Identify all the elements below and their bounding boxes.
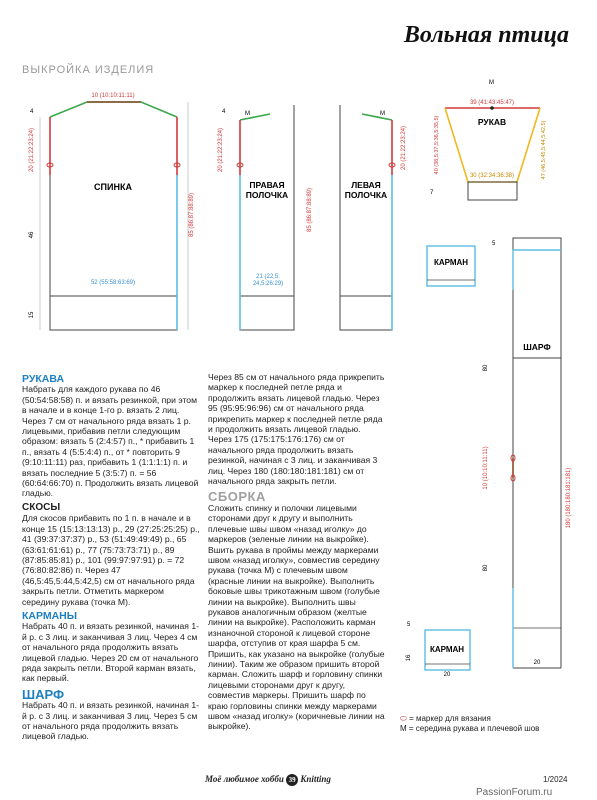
legend-m: М = середина рукава и плечевой шов <box>400 724 540 733</box>
back-shoulder: 4 <box>30 109 34 115</box>
sleeve-top-width: 39 (41:43:45:47) <box>469 100 515 106</box>
scarf-piece <box>492 238 561 358</box>
left-front-label-2: ПОЛОЧКА <box>344 190 388 200</box>
sleeve-rib: 7 <box>430 190 434 196</box>
back-outline <box>50 117 177 330</box>
section-title: ВЫКРОЙКА ИЗДЕЛИЯ <box>22 64 155 76</box>
left-front-shoulder-seam <box>362 114 392 120</box>
bevels-text: Для скосов прибавить по 1 п. в начале и в конце 15 (15:13:13:13) р., 29 (27:25:25:25) р., 41 (39:37:37:37) р., 53 (51:49:49:49) р., 65 (63:61:61:61) р., 77 (75:73:73:71) р., 89 (87:85:85:81) р., 101 (99:97:97:91) р. = 72 (76:80:82:86) п. Через 47 (46,5:45,5:44,5:42,5) см от начального ряда закрыть петли. Отметить маркером середину рукава (точка М). <box>22 513 200 607</box>
right-front-width-1: 21 (22,5: <box>256 274 280 280</box>
sleeve-cuff <box>468 182 517 200</box>
pocket-1-label: КАРМАН <box>433 258 469 267</box>
left-front-label-1: ЛЕВАЯ <box>351 180 381 190</box>
back-width: 52 (55:58:63:69) <box>90 280 136 286</box>
right-front-armhole: 20 (21:22:23:24) <box>218 127 224 173</box>
right-front-label-2: ПОЛОЧКА <box>245 190 289 200</box>
pattern-diagram-lower <box>395 358 597 678</box>
back-armhole-depth: 20 (21:22:23:24) <box>29 127 35 173</box>
right-front-shoulder: 4 <box>222 109 226 115</box>
back-label: СПИНКА <box>94 182 132 192</box>
pocket-2-width: 20 <box>443 672 451 678</box>
scarf-text: Набрать 40 п. и вязать резинкой, начиная 1-й р. с 3 лиц. и заканчивая 3 лиц. Через 5 см от начального ряда продолжить вязать лицевой гладью. <box>22 700 199 742</box>
back-piece <box>29 93 195 330</box>
svg-text:M: M <box>380 111 385 117</box>
right-front-width-2: 24,5:26:29) <box>252 281 284 287</box>
scarf-width: 20 <box>533 660 541 666</box>
back-neck-width: 10 (10:10:11:11) <box>91 93 135 99</box>
scarf-mid2: 10 (10:10:11:11) <box>483 446 489 490</box>
sleeves-text-2: Через 7 см от начального ряда вязать 1 р. лицевыми, прибавив петли следующим образом: вязать 5 (2:4:57) п., * прибавить 1 п., вязать 4 (5:5:4:4) п., от * повторить 9 (9:10:11:11) раз, прибавить 1 (1:1:1:1) п. и вязать последние 5 (3:5:7) п. = 56 (60:64:66:70) п. Продолжить вязать лицевой гладью. <box>22 415 199 499</box>
sleeves-text: Набрать для каждого рукава по 46 (50:54:58:58) п. и вязать резинкой, при этом в начале и в конце 1-го р. вязать 2 лиц. <box>22 384 197 416</box>
svg-text:M: M <box>245 111 250 117</box>
scarf-top: 5 <box>492 241 496 247</box>
scarf-text-2: Через 85 см от начального ряда прикрепить маркер к последней петле ряда и продолжить вязать лицевой гладью. Через 95 (95:95:96:96) см от начального ряда прикрепить маркер к последней петле ряда и продолжить вязать лицевой гладью. Через 175 (175:175:176:176) см от начального ряда продолжить вязать резинкой, начиная с 3 лиц. и заканчивая 3 лиц. Через 180 (180:180:181:181) см от начального ряда закрыть петли. <box>208 372 385 487</box>
right-front-label-1: ПРАВАЯ <box>249 180 285 190</box>
back-side-length: 46 <box>29 231 35 239</box>
instructions-column-2 <box>208 372 386 732</box>
sleeve-marker: M <box>489 80 494 86</box>
issue-number: 1/2024 <box>543 775 568 784</box>
sleeve-center-point <box>490 106 494 110</box>
pocket-piece-1 <box>427 246 475 286</box>
watermark: PassionForum.ru <box>476 787 553 798</box>
pocket-2-height: 16 <box>406 654 412 662</box>
legend-marker: ⬭ = маркер для вязания <box>400 714 491 723</box>
right-front-piece <box>218 105 313 330</box>
back-shoulder-seam <box>50 102 177 117</box>
scarf-mid3: 80 <box>483 564 489 572</box>
sleeve-length: 47 (46,5:45,5:44,5:42,5) <box>541 120 547 180</box>
scarf-mid1: 80 <box>483 364 489 372</box>
pocket-2-label: КАРМАН <box>429 645 465 654</box>
pockets-heading: КАРМАНЫ <box>22 609 78 622</box>
sleeve-cap: 40 (38,5:37,5:36,5:35,5) <box>434 115 440 175</box>
back-rib-height: 15 <box>29 311 35 319</box>
sleeve-bottom-width: 30 (32:34:36:38) <box>469 173 515 179</box>
scarf-outline-top <box>513 238 561 358</box>
instructions-column-1 <box>22 370 200 742</box>
back-length: 85 (86:87:88:89) <box>189 192 195 238</box>
left-front-piece <box>340 105 407 330</box>
bevels-heading: СКОСЫ <box>22 501 61 513</box>
scarf-length: 180 (180:180:181:181) <box>566 467 572 529</box>
left-front-armhole: 20 (21:22:23:24) <box>401 125 407 171</box>
footer-magazine: Моё любимое хобби 39 Knitting <box>205 774 331 784</box>
page-title: Вольная птица <box>403 22 569 48</box>
scarf-heading: ШАРФ <box>22 686 65 702</box>
right-front-length: 85 (86:87:88:89) <box>307 187 313 233</box>
legend <box>400 714 539 733</box>
sleeve-piece <box>430 80 547 200</box>
page-number: 39 <box>286 774 298 786</box>
marker-icon: ⬭ <box>400 714 410 723</box>
scarf-label: ШАРФ <box>523 342 551 352</box>
assembly-heading: СБОРКА <box>208 489 266 505</box>
sleeves-heading: РУКАВА <box>22 373 65 385</box>
pattern-diagram <box>0 0 597 360</box>
assembly-text: Сложить спинку и полочки лицевыми сторонами друг к другу и выполнить плечевые швы швом «назад иголку» до маркеров (зеленые линии на выкройке). Вшить рукава в проймы между маркерами швом «назад иголку», совместив середину рукава (точка М) с плечевым швом (красные линии на выкройке). Выполнить боковые швы трикотажным швом (голубые линии на выкройке). Выполнить швы рукавов аналогичным образом (желтые линии на выкройке). Расположить карман изнаночной стороной к лицевой стороне шарфа, отступив от края шарфа 5 см. Пришить, как указано на выкройке (голубые линии). Таким же образом пришить второй карман. Сложить шарф и горловину спинки лицевыми сторонами друг к другу, совместив маркеры. Пришить шарф по краю горловины спинки между маркерами швом «назад иголку» (коричневые линии на выкройке). <box>208 502 385 732</box>
pockets-text: Набрать 40 п. и вязать резинкой, начиная 1-й р. с 3 лиц. и заканчивая 3 лиц. Через 4 см от начального ряда продолжить вязать лицевой гладью. Через 20 см от начального ряда закрыть петли. Второй карман вязать, как первый. <box>22 621 199 684</box>
pocket-2-top: 5 <box>407 622 411 628</box>
sleeve-label: РУКАВ <box>477 117 507 127</box>
